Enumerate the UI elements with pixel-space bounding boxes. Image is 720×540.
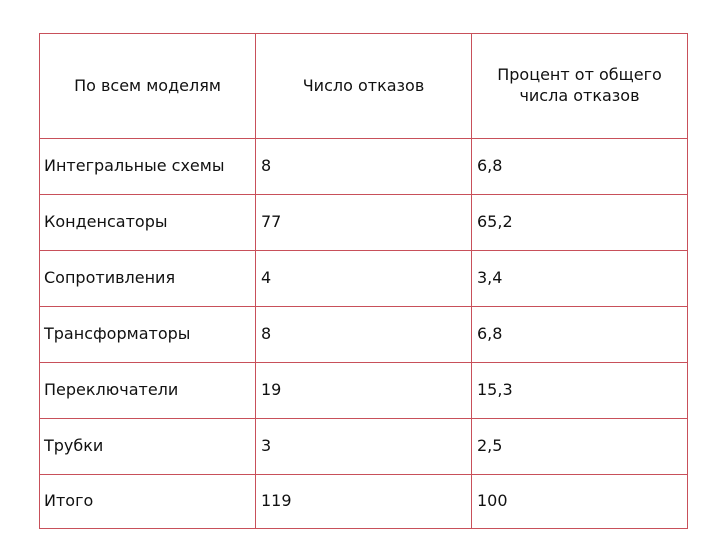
failure-stats-table <box>39 33 688 529</box>
row-label-cell: Трансформаторы <box>40 307 256 362</box>
table-row <box>40 139 687 195</box>
failures-count-cell: 19 <box>256 363 472 418</box>
failures-percent-cell: 100 <box>477 491 508 511</box>
failures-percent-cell: 65,2 <box>477 212 513 232</box>
failures-percent-cell: 15,3 <box>477 380 513 400</box>
table-row <box>40 195 687 251</box>
table-header-row <box>40 34 687 139</box>
row-label-cell: Интегральные схемы <box>40 139 256 194</box>
row-label-cell: Итого <box>40 475 256 528</box>
header-cell-models: По всем моделям <box>40 34 256 138</box>
failures-percent-cell: 2,5 <box>477 436 503 456</box>
failures-count-cell: 4 <box>256 251 472 306</box>
failures-percent-cell: 3,4 <box>477 268 503 288</box>
failures-count-cell: 77 <box>256 195 472 250</box>
failures-count-cell: 119 <box>256 475 472 528</box>
header-cell-failures: Число отказов <box>256 34 472 138</box>
failures-count-cell: 8 <box>256 307 472 362</box>
table-row <box>40 307 687 363</box>
table-total-row <box>40 475 687 528</box>
failures-count-cell: 8 <box>256 139 472 194</box>
failures-percent-cell: 6,8 <box>477 324 503 344</box>
row-label-cell: Трубки <box>40 419 256 474</box>
failures-count-cell: 3 <box>256 419 472 474</box>
row-label-cell: Конденсаторы <box>40 195 256 250</box>
failures-percent-cell: 6,8 <box>477 156 503 176</box>
table-row <box>40 251 687 307</box>
row-label-cell: Сопротивления <box>40 251 256 306</box>
table-row <box>40 363 687 419</box>
header-cell-percent: Процент от общего числа отказов <box>497 65 662 105</box>
table-row <box>40 419 687 475</box>
row-label-cell: Переключатели <box>40 363 256 418</box>
